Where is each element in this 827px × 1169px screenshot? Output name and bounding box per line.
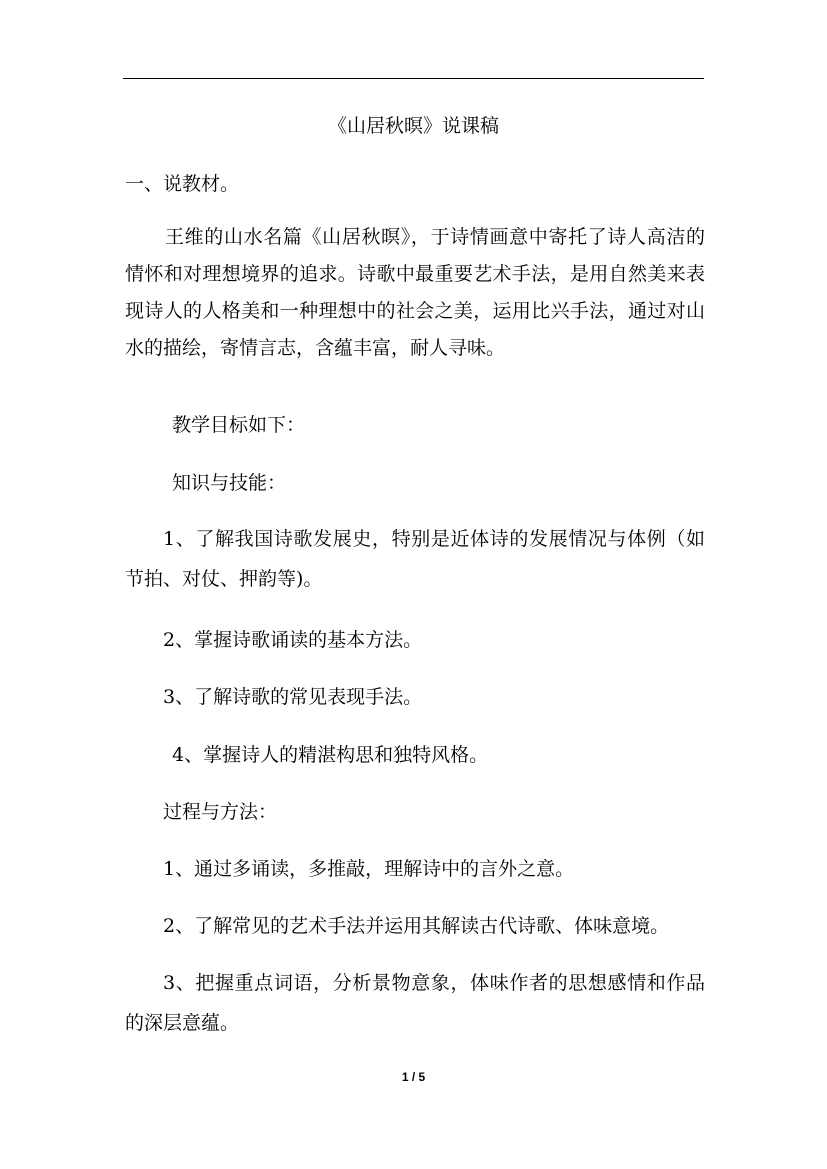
intro-paragraph: 王维的山水名篇《山居秋暝》，于诗情画意中寄托了诗人高洁的情怀和对理想境界的追求。诗歌中最重要艺术手法，是用自然美来表现诗人的人格美和一种理想中的社会之美，运用比兴手法，通过对山水的描绘，寄情言志，含蕴丰富，耐人寻味。	[125, 226, 705, 359]
teaching-goals-heading: 教学目标如下：	[172, 414, 306, 436]
page-number: 1 / 5	[401, 1070, 426, 1084]
process-item-3: 3、把握重点词语，分析景物意象，体味作者的思想感情和作品的深层意蕴。	[125, 972, 705, 1034]
process-methods-heading: 过程与方法：	[163, 801, 278, 823]
knowledge-item-1: 1、了解我国诗歌发展史，特别是近体诗的发展情况与体例（如节拍、对仗、押韵等)。	[125, 528, 705, 590]
section-heading-teaching-material: 一、说教材。	[125, 173, 240, 195]
process-item-2: 2、了解常见的艺术手法并运用其解读古代诗歌、体味意境。	[163, 915, 670, 937]
header-rule	[123, 78, 704, 79]
knowledge-skills-heading: 知识与技能：	[172, 472, 287, 494]
process-item-1: 1、通过多诵读，多推敲，理解诗中的言外之意。	[163, 858, 575, 880]
knowledge-item-2: 2、掌握诗歌诵读的基本方法。	[163, 629, 423, 651]
knowledge-item-4: 4、掌握诗人的精湛构思和独特风格。	[172, 744, 489, 766]
document-title: 《山居秋暝》说课稿	[327, 115, 499, 137]
knowledge-item-3: 3、了解诗歌的常见表现手法。	[163, 686, 423, 708]
